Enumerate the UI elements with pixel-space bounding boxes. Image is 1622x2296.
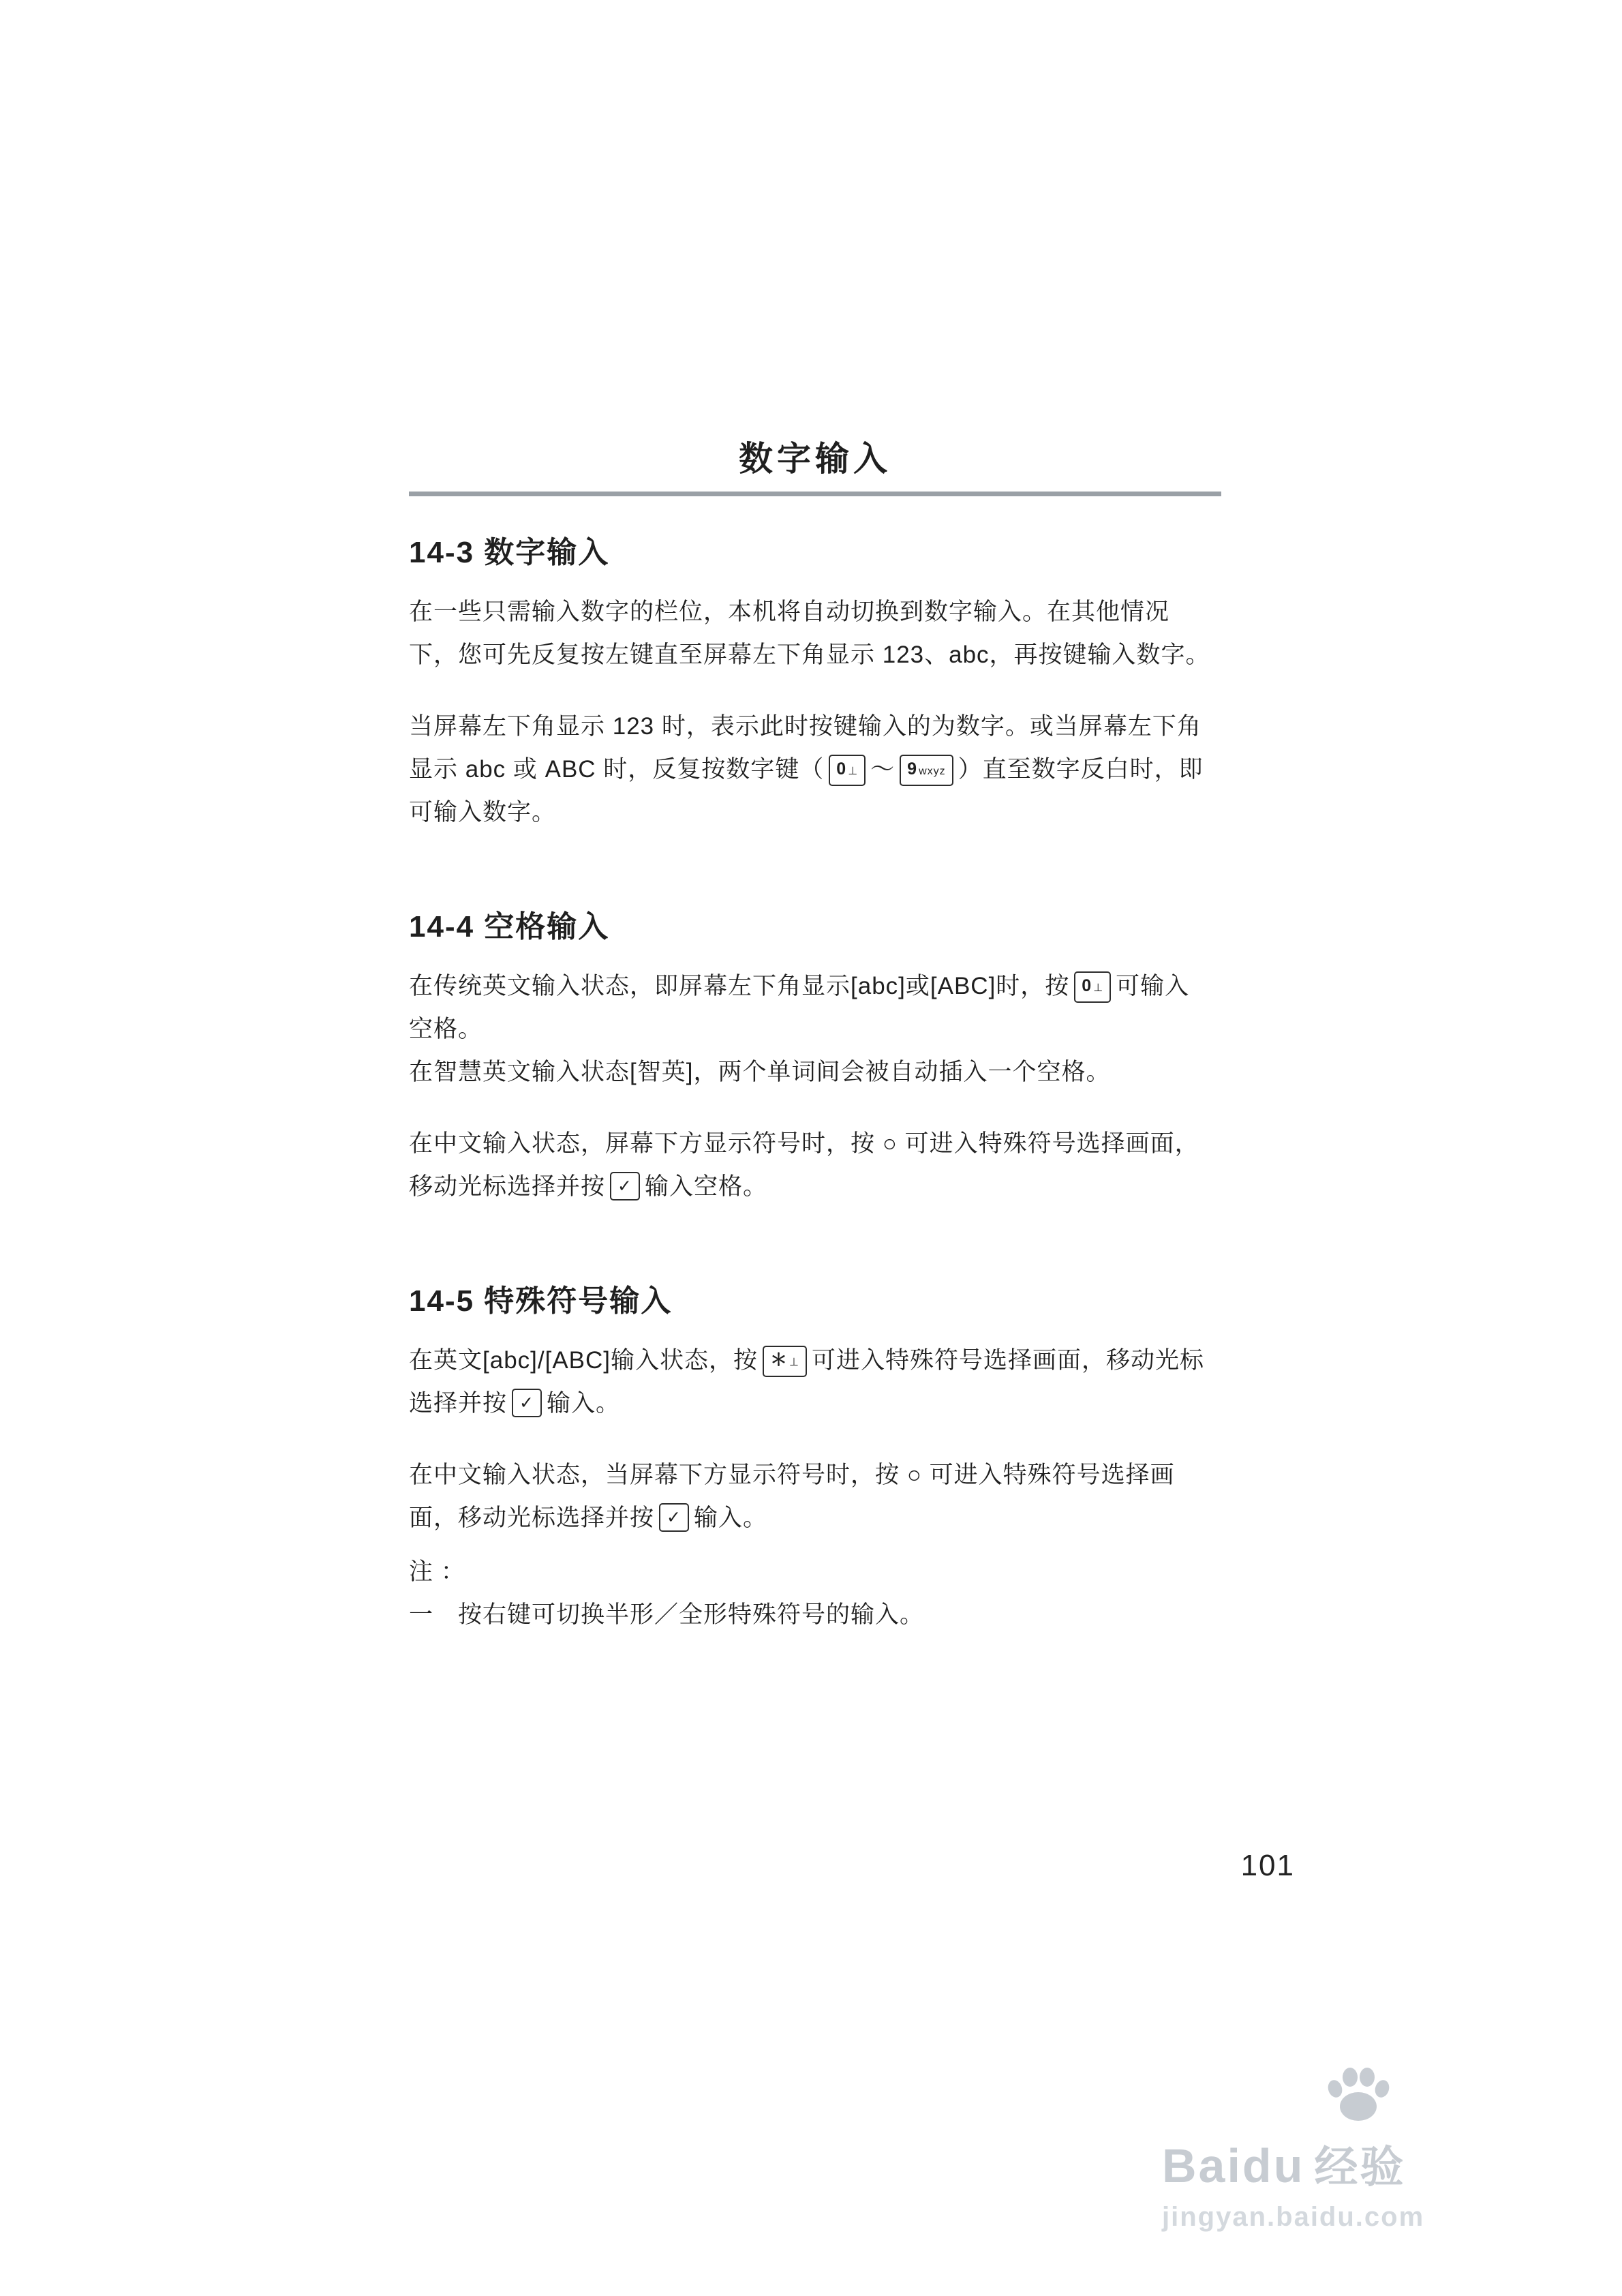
paragraph xyxy=(409,1453,1221,1539)
section-heading: 14-3 数字输入 xyxy=(409,535,610,569)
key-main-label: 9 xyxy=(907,759,918,779)
paragraph xyxy=(409,1122,1221,1208)
sections-container xyxy=(409,528,1221,1636)
text-run: 显示 abc 或 ABC 时，反复按数字键（ xyxy=(409,755,825,783)
text-run: 在一些只需输入数字的栏位，本机将自动切换到数字输入。在其他情况 xyxy=(409,598,1170,625)
text-run: 可输入 xyxy=(1116,972,1190,999)
paragraph xyxy=(409,1339,1221,1425)
text-run: 在智慧英文输入状态[智英]，两个单词间会被自动插入一个空格。 xyxy=(409,1058,1111,1085)
text-run: 移动光标选择并按 xyxy=(409,1173,606,1200)
manual-section xyxy=(409,528,1221,834)
watermark-brand-row xyxy=(1162,2132,1405,2195)
ok-key-icon xyxy=(659,1503,689,1532)
text-run: 当屏幕左下角显示 123 时，表示此时按键输入的为数字。或当屏幕左下角 xyxy=(409,712,1202,740)
text-run: 可进入特殊符号选择画面，移动光标 xyxy=(811,1346,1204,1374)
watermark-url: jingyan.baidu.com xyxy=(1162,2202,1425,2232)
watermark-brand-cn: 经验 xyxy=(1314,2143,1406,2192)
page-content xyxy=(409,440,1221,1636)
text-run: ～ xyxy=(870,755,896,783)
key-main-label: ＊ xyxy=(770,1350,789,1370)
note-paragraph xyxy=(409,1550,1221,1636)
key-sub-label: ⊥ xyxy=(1093,982,1104,994)
page-number: 101 xyxy=(1240,1849,1295,1882)
section-heading: 14-4 空格输入 xyxy=(409,909,610,943)
ok-key-icon xyxy=(512,1389,542,1417)
text-run: 输入。 xyxy=(546,1389,620,1417)
key-sub-label: ⊥ xyxy=(848,765,859,777)
text-run: 在中文输入状态，屏幕下方显示符号时，按 ○ 可进入特殊符号选择画面， xyxy=(409,1130,1199,1157)
star-key-icon xyxy=(763,1346,807,1377)
text-run: 在传统英文输入状态，即屏幕左下角显示[abc]或[ABC]时，按 xyxy=(409,972,1070,999)
text-run: 下，您可先反复按左键直至屏幕左下角显示 123、abc，再按键输入数字。 xyxy=(409,641,1210,668)
key-main-label: ✓ xyxy=(667,1507,682,1527)
paragraph xyxy=(409,705,1221,834)
manual-section xyxy=(409,1276,1221,1539)
key-9-icon xyxy=(900,755,953,786)
text-run: 在中文输入状态，当屏幕下方显示符号时，按 ○ 可进入特殊符号选择画 xyxy=(409,1461,1175,1488)
text-run: 可输入数字。 xyxy=(409,798,557,826)
baidu-paw-icon xyxy=(1324,2066,1392,2123)
text-run: 一 按右键可切换半形／全形特殊符号的输入。 xyxy=(409,1601,925,1628)
watermark-brand: Baidu xyxy=(1162,2139,1305,2192)
section-heading: 14-5 特殊符号输入 xyxy=(409,1284,673,1318)
text-run: ）直至数字反白时，即 xyxy=(958,755,1204,783)
text-run: 面，移动光标选择并按 xyxy=(409,1504,655,1531)
manual-section xyxy=(409,1550,1221,1636)
key-main-label: 0 xyxy=(1082,976,1092,995)
key-main-label: ✓ xyxy=(519,1393,534,1413)
key-main-label: 0 xyxy=(836,759,847,779)
ok-key-icon xyxy=(610,1172,640,1200)
text-run: 在英文[abc]/[ABC]输入状态，按 xyxy=(409,1346,759,1374)
key-main-label: ✓ xyxy=(617,1176,632,1196)
key-sub-label: ⊥ xyxy=(789,1356,799,1368)
page-title: 数字输入 xyxy=(739,440,891,478)
text-run: 输入空格。 xyxy=(644,1173,767,1200)
paragraph xyxy=(409,590,1221,676)
paragraph xyxy=(409,965,1221,1093)
text-run: 空格。 xyxy=(409,1015,483,1042)
key-0-icon xyxy=(1074,971,1111,1003)
baidu-watermark xyxy=(1162,2066,1598,2270)
text-run: 输入。 xyxy=(693,1504,767,1531)
key-sub-label: wxyz xyxy=(919,765,946,777)
manual-section xyxy=(409,902,1221,1208)
text-run: 注 ： xyxy=(409,1558,465,1585)
key-0-icon xyxy=(829,755,866,786)
text-run: 选择并按 xyxy=(409,1389,508,1417)
header-rule xyxy=(409,492,1221,496)
